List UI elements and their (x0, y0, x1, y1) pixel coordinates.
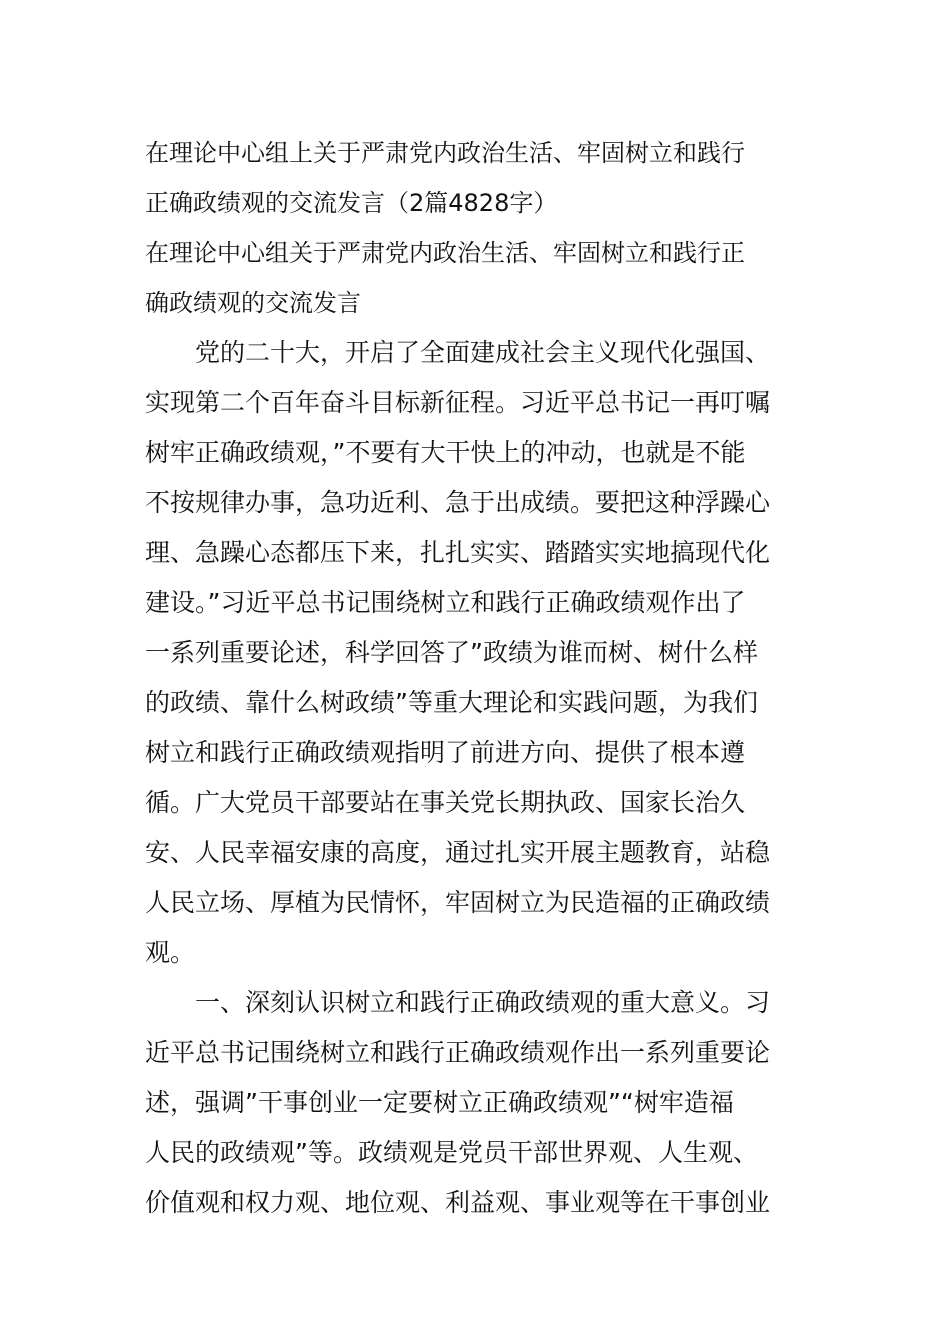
paragraph-2-line: 人民的政绩观”等。政绩观是党员干部世界观、人生观、 (145, 1138, 758, 1167)
paragraph-1-line: 不按规律办事，急功近利、急于出成绩。要把这种浮躁心 (145, 488, 771, 517)
paragraph-1-line: 建设。”习近平总书记围绕树立和践行正确政绩观作出了 (145, 588, 746, 617)
paragraph-2-line: 近平总书记围绕树立和践行正确政绩观作出一系列重要论 (145, 1038, 771, 1067)
sub-title (145, 228, 810, 328)
paragraph-1-line: 的政绩、靠什么树政绩”等重大理论和实践问题，为我们 (145, 688, 758, 717)
sub-title-line-1: 在理论中心组关于严肃党内政治生活、牢固树立和践行正 (145, 239, 745, 267)
paragraph-1-line: 树立和践行正确政绩观指明了前进方向、提供了根本遵 (145, 738, 746, 767)
paragraph-1-line: 人民立场、厚植为民情怀，牢固树立为民造福的正确政绩 (145, 888, 771, 917)
paragraph-2-line: 价值观和权力观、地位观、利益观、事业观等在干事创业 (145, 1188, 771, 1217)
paragraph-1-line: 一系列重要论述，科学回答了”政绩为谁而树、树什么样 (145, 638, 758, 667)
main-title (145, 128, 810, 228)
main-title-line-2: 正确政绩观的交流发言（2篇4828字） (145, 189, 558, 217)
paragraph-1-line: 观。 (145, 938, 196, 967)
main-title-line-1: 在理论中心组上关于严肃党内政治生活、牢固树立和践行 (145, 139, 745, 167)
paragraph-1-line: 实现第二个百年奋斗目标新征程。习近平总书记一再叮嘱 (145, 388, 771, 417)
paragraph-1-line: 党的二十大，开启了全面建成社会主义现代化强国、 (195, 338, 771, 367)
paragraph-1 (145, 328, 810, 978)
document-page (145, 128, 810, 1228)
paragraph-1-line: 树牢正确政绩观，”不要有大干快上的冲动，也就是不能 (145, 438, 746, 467)
paragraph-1-line: 安、人民幸福安康的高度，通过扎实开展主题教育，站稳 (145, 838, 771, 867)
paragraph-1-line: 循。广大党员干部要站在事关党长期执政、国家长治久 (145, 788, 746, 817)
paragraph-1-line: 理、急躁心态都压下来，扎扎实实、踏踏实实地搞现代化 (145, 538, 771, 567)
paragraph-2-line: 述，强调”干事创业一定要树立正确政绩观”“树牢造福 (145, 1088, 734, 1117)
paragraph-2-line: 一、深刻认识树立和践行正确政绩观的重大意义。习 (195, 988, 771, 1017)
paragraph-2 (145, 978, 810, 1228)
sub-title-line-2: 确政绩观的交流发言 (145, 289, 361, 317)
